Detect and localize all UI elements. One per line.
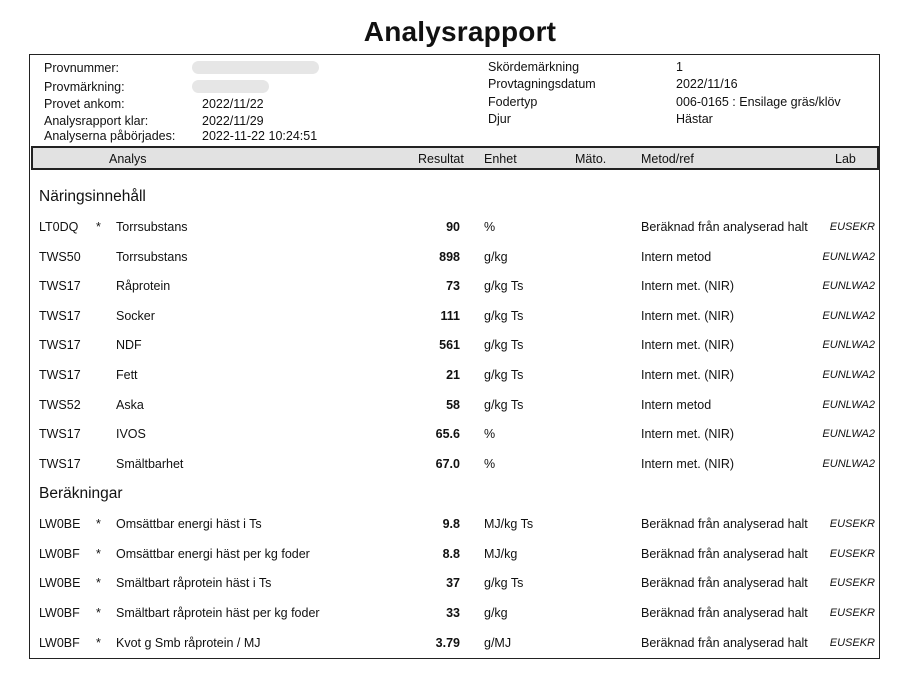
method-ref: Intern met. (NIR) [641,308,735,323]
sample-number-label: Provnummer: [44,61,120,75]
analysis-name: Torrsubstans [116,249,188,264]
analysis-name: Aska [116,397,144,412]
method-ref: Beräknad från analyserad halt [641,635,808,650]
harvest-marking-label: Skördemärkning [488,60,580,74]
result-value: 21 [446,368,460,382]
method-ref: Intern metod [641,249,712,264]
analysis-code: TWS52 [39,397,81,412]
unit: g/kg Ts [484,308,524,323]
calculated-marker: * [96,220,101,234]
method-ref: Intern met. (NIR) [641,338,735,353]
table-row [0,457,920,477]
analysis-code: LT0DQ [39,220,79,234]
method-ref: Beräknad från analyserad halt [641,546,808,561]
result-value: 65.6 [435,427,460,442]
method-ref: Beräknad från analyserad halt [641,606,808,621]
unit: % [484,427,496,442]
col-mato: Mäto. [575,152,607,166]
feed-type-value: 006-0165 : Ensilage gräs/klöv [676,95,841,109]
report-ready-value: 2022/11/29 [202,114,264,128]
analysis-name: Smältbart råprotein häst i Ts [116,576,272,591]
method-ref: Intern met. (NIR) [641,427,735,442]
result-value: 3.79 [435,635,460,650]
lab-code: EUNLWA2 [822,309,875,322]
unit: % [484,456,496,471]
sampling-date-label: Provtagningsdatum [488,77,596,91]
method-ref: Beräknad från analyserad halt [641,517,808,531]
lab-code: EUNLWA2 [822,398,875,411]
analysis-name: Fett [116,368,138,382]
animal-value: Hästar [676,112,713,126]
analysis-name: Socker [116,308,155,323]
unit: g/kg [484,606,508,621]
table-row [0,427,920,447]
result-value: 898 [439,249,460,264]
col-resultat: Resultat [418,152,464,166]
analysis-name: Smältbarhet [116,456,184,471]
feed-type-label: Fodertyp [488,95,538,109]
col-analys: Analys [109,152,147,166]
sampling-date-value: 2022/11/16 [676,77,738,91]
result-value: 33 [446,606,460,621]
result-value: 37 [446,576,460,591]
unit: g/MJ [484,635,512,650]
lab-code: EUSEKR [829,221,875,233]
lab-code: EUSEKR [829,607,875,620]
col-enhet: Enhet [484,152,517,166]
unit: g/kg [484,249,508,264]
analysis-name: Torrsubstans [116,220,188,234]
table-row [0,279,920,299]
analysis-code: TWS17 [39,368,81,382]
analysis-started-value: 2022-11-22 10:24:51 [202,129,318,143]
method-ref: Intern metod [641,397,712,412]
analysis-code: LW0BF [39,546,80,561]
unit: g/kg Ts [484,576,524,591]
result-value: 9.8 [442,517,460,531]
lab-code: EUNLWA2 [822,280,875,293]
arrival-value: 2022/11/22 [202,97,264,111]
table-row [0,547,920,567]
analysis-name: Smältbart råprotein häst per kg foder [116,606,320,621]
analysis-code: TWS17 [39,427,81,442]
result-value: 67.0 [435,456,460,471]
col-metod: Metod/ref [641,152,694,166]
analysis-name: Omsättbar energi häst i Ts [116,517,262,531]
unit: g/kg Ts [484,279,524,294]
unit: g/kg Ts [484,338,524,353]
analysis-code: LW0BF [39,635,80,650]
analysis-started-label: Analyserna påbörjades: [44,129,176,143]
lab-code: EUSEKR [829,518,875,530]
method-ref: Beräknad från analyserad halt [641,576,808,591]
result-value: 73 [446,279,460,294]
analysis-code: TWS50 [39,249,81,264]
method-ref: Intern met. (NIR) [641,368,735,382]
result-value: 90 [446,220,460,234]
table-row [0,309,920,329]
lab-code: EUNLWA2 [822,428,875,441]
animal-label: Djur [488,112,511,126]
unit: MJ/kg [484,546,518,561]
analysis-name: Omsättbar energi häst per kg foder [116,546,310,561]
unit: g/kg Ts [484,397,524,412]
table-row [0,636,920,656]
result-value: 111 [440,308,460,323]
result-value: 561 [439,338,460,353]
unit: MJ/kg Ts [484,517,534,531]
analysis-code: TWS17 [39,338,81,353]
calculated-marker: * [96,635,101,650]
lab-code: EUNLWA2 [822,369,875,381]
redacted-sample-number [192,61,319,74]
lab-code: EUSEKR [829,547,875,560]
lab-code: EUNLWA2 [822,339,875,352]
analysis-code: LW0BE [39,517,81,531]
analysis-code: TWS17 [39,456,81,471]
analysis-name: Råprotein [116,279,171,294]
table-row [0,606,920,626]
harvest-marking-value: 1 [676,60,683,74]
analysis-code: LW0BE [39,576,81,591]
analysis-code: TWS17 [39,308,81,323]
unit: g/kg Ts [484,368,524,382]
column-header-bar [31,146,879,170]
report-ready-label: Analysrapport klar: [44,114,149,128]
table-row [0,576,920,596]
sample-marking-label: Provmärkning: [44,80,125,94]
method-ref: Intern met. (NIR) [641,456,735,471]
section-title-naringsinnehall: Näringsinnehåll [39,188,146,205]
report-title: Analysrapport [363,16,557,47]
analysis-name: NDF [116,338,142,353]
table-row [0,250,920,270]
arrival-label: Provet ankom: [44,97,125,111]
lab-code: EUSEKR [829,577,875,590]
analysis-name: IVOS [116,427,146,442]
calculated-marker: * [96,576,101,591]
table-row [0,398,920,418]
analysis-code: TWS17 [39,279,81,294]
calculated-marker: * [96,606,101,621]
table-row [0,517,920,537]
redacted-sample-marking [192,80,269,93]
analysis-code: LW0BF [39,606,80,621]
result-value: 58 [446,397,460,412]
table-row [0,338,920,358]
lab-code: EUNLWA2 [822,250,875,263]
table-row [0,220,920,240]
section-title-berakningar: Beräkningar [39,485,123,502]
col-lab: Lab [835,152,856,166]
lab-code: EUNLWA2 [822,457,875,470]
analysis-name: Kvot g Smb råprotein / MJ [116,635,261,650]
calculated-marker: * [96,546,101,561]
result-value: 8.8 [442,546,460,561]
method-ref: Beräknad från analyserad halt [641,220,808,234]
calculated-marker: * [96,517,101,531]
table-row [0,368,920,388]
lab-code: EUSEKR [829,636,875,649]
unit: % [484,220,496,234]
method-ref: Intern met. (NIR) [641,279,735,294]
